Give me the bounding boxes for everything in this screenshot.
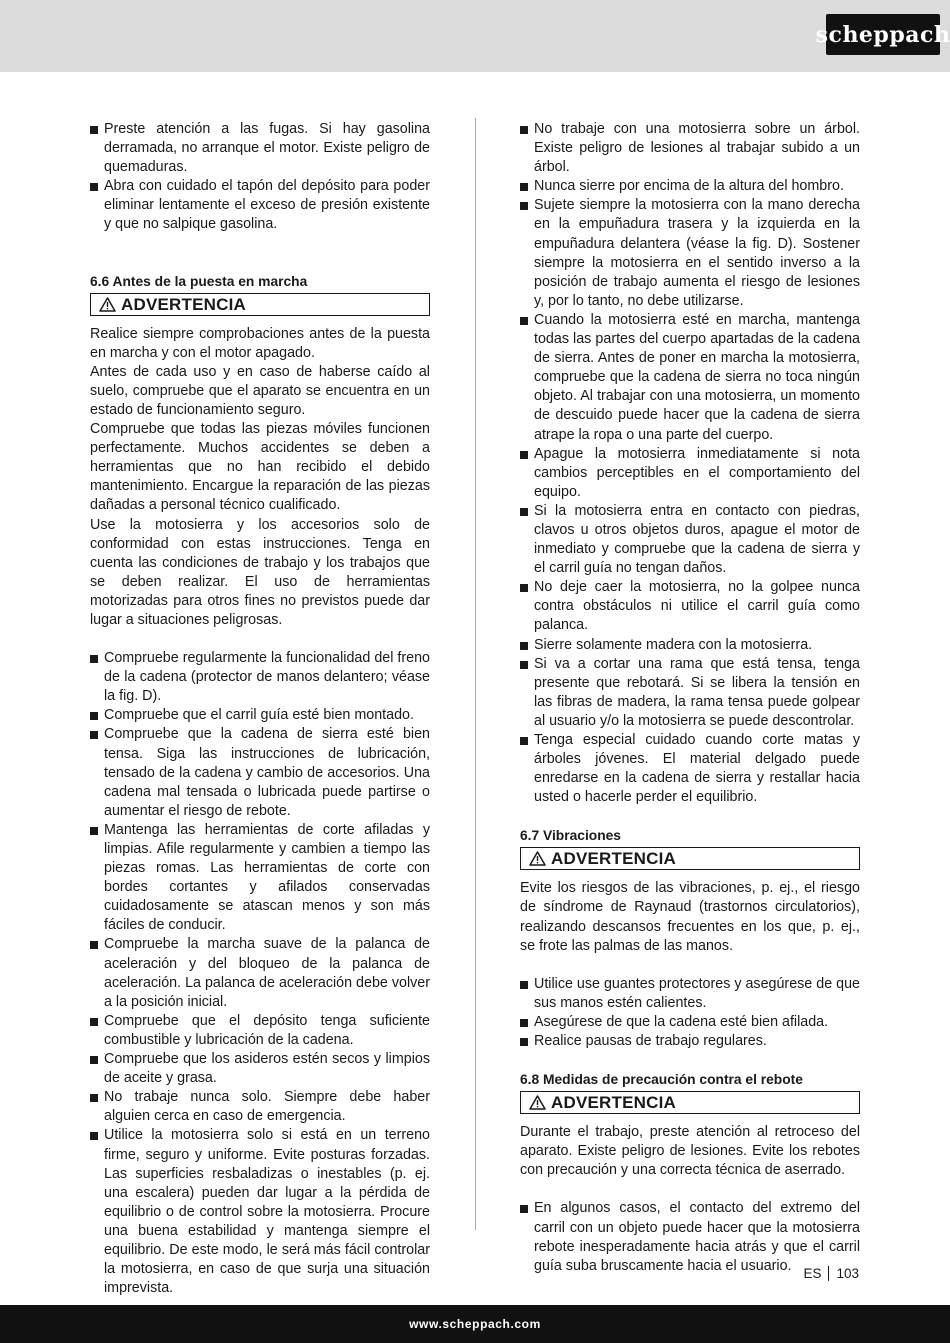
list-item: Compruebe regularmente la funcionalidad del freno de la cadena (protector de manos delantero; véase la fig. D). [90, 649, 430, 706]
list-item: Asegúrese de que la cadena esté bien afilada. [520, 1013, 860, 1032]
list-item: Tenga especial cuidado cuando corte matas y árboles jóvenes. El material delgado puede enredarse en la cadena de sierra y restallar hacia usted o hacerle perder el equilibrio. [520, 731, 860, 807]
list-item: No deje caer la motosierra, no la golpee nunca contra obstáculos ni utilice el carril guía como palanca. [520, 578, 860, 635]
paragraph: Durante el trabajo, preste atención al retroceso del aparato. Existe peligro de lesiones. Evite los rebotes con precaución y una correcta técnica de aserrado. [520, 1124, 860, 1179]
list-item: Utilice use guantes protectores y asegúrese de que sus manos estén calientes. [520, 975, 860, 1013]
warning-triangle-icon [529, 1095, 546, 1110]
list-item: Si la motosierra entra en contacto con piedras, clavos u otros objetos duros, apague el motor de inmediato y compruebe que la cadena de sierra y el carril guía no tengan daños. [520, 502, 860, 578]
section-heading-6-8: 6.8 Medidas de precaución contra el rebote [520, 1072, 803, 1088]
list-item: Mantenga las herramientas de corte afiladas y limpias. Afile regularmente y cambien a tiempo las piezas romas. Las herramientas de corte con bordes cortantes y afilados conservadas cuidadosamente se atascan menos y son más fáciles de conducir. [90, 821, 430, 936]
paragraph: Use la motosierra y los accesorios solo de conformidad con estas instrucciones. Tenga en cuenta las condiciones de trabajo y los trabajos que se deben realizar. El uso de herramientas motorizadas para otros fines no previstos puede dar lugar a situaciones peligrosas. [90, 516, 430, 628]
paragraph: Compruebe que todas las piezas móviles funcionen perfectamente. Muchos accidentes se deben a herramientas que no han recibido el debido mantenimiento. Encargue la reparación de las piezas dañadas a personal técnico cualificado. [90, 421, 430, 514]
column-divider [475, 118, 476, 1230]
list-item: Abra con cuidado el tapón del depósito para poder eliminar lentamente el exceso de presión existente y que no salpique gasolina. [90, 177, 430, 234]
list-item: No trabaje nunca solo. Siempre debe haber alguien cerca en caso de emergencia. [90, 1088, 430, 1126]
warning-box [520, 847, 860, 870]
paragraph: Realice siempre comprobaciones antes de la puesta en marcha y con el motor apagado. [90, 325, 430, 361]
list-item: No trabaje con una motosierra sobre un árbol. Existe peligro de lesiones al trabajar subido a un árbol. [520, 120, 860, 177]
list-item: Compruebe que los asideros estén secos y limpios de aceite y grasa. [90, 1050, 430, 1088]
list-item: En algunos casos, el contacto del extremo del carril con un objeto puede hacer que la motosierra rebote inesperadamente hacia atrás y que el carril guía suba bruscamente hacia el usuario. [520, 1199, 860, 1275]
page-language: ES [803, 1266, 822, 1281]
warning-label: ADVERTENCIA [551, 849, 676, 869]
brand-logo: scheppach [826, 14, 940, 55]
checklist-bullet-list [90, 649, 430, 1298]
kickback-bullet-list [520, 1199, 860, 1275]
warning-box [520, 1091, 860, 1114]
list-item: Sierre solamente madera con la motosierra. [520, 636, 860, 655]
warning-label: ADVERTENCIA [121, 294, 246, 314]
list-item: Nunca sierre por encima de la altura del hombro. [520, 177, 860, 196]
list-item: Sujete siempre la motosierra con la mano derecha en la empuñadura trasera y la izquierda en la empuñadura delantera (véase la fig. D). Sostener siempre la motosierra en el sentido inverso a la posición de trabajo aumenta el riesgo de lesiones y, por lo tanto, no debe utilizarse. [520, 196, 860, 311]
list-item: Cuando la motosierra esté en marcha, mantenga todas las partes del cuerpo apartadas de la cadena de sierra. Antes de poner en marcha la motosierra, compruebe que la cadena de sierra no toca ningún objeto. Al trabajar con una motosierra, un momento de descuido puede hacer que la cadena de sierra atrape la ropa o una parte del cuerpo. [520, 311, 860, 445]
warning-triangle-icon [529, 851, 546, 866]
vibration-bullet-list [520, 975, 860, 1051]
list-item: Preste atención a las fugas. Si hay gasolina derramada, no arranque el motor. Existe peligro de quemaduras. [90, 120, 430, 177]
header-bar [0, 0, 950, 72]
list-item: Utilice la motosierra solo si está en un terreno firme, seguro y uniforme. Evite posturas forzadas. Las superficies resbaladizas o inestables (p. ej. una escalera) pueden dar lugar a la pérdida de equilibrio o de control sobre la motosierra. Procure una buena estabilidad y mantenga siempre el equilibrio. De este modo, le será más fácil controlar la motosierra, en caso de que surja una situación imprevista. [90, 1126, 430, 1298]
list-item: Compruebe que el carril guía esté bien montado. [90, 706, 430, 725]
paragraph: Antes de cada uso y en caso de haberse caído al suelo, compruebe que el aparato se encuentra en un estado de funcionamiento seguro. [90, 363, 430, 418]
list-item: Compruebe que la cadena de sierra esté bien tensa. Siga las instrucciones de lubricación, tensado de la cadena y cambio de accesorios. Una cadena mal tensada o lubricada puede partirse o aumentar el riesgo de rebote. [90, 725, 430, 820]
section-heading-6-7: 6.7 Vibraciones [520, 828, 621, 844]
list-item: Compruebe que el depósito tenga suficiente combustible y lubricación de la cadena. [90, 1012, 430, 1050]
right-column [520, 120, 860, 1276]
warning-triangle-icon [99, 297, 116, 312]
page-number-value: 103 [836, 1266, 859, 1281]
list-item: Realice pausas de trabajo regulares. [520, 1032, 860, 1051]
footer-bar [0, 1305, 950, 1343]
intro-bullet-list [90, 120, 430, 235]
list-item: Compruebe la marcha suave de la palanca de aceleración y del bloqueo de la palanca de aceleración. La palanca de aceleración debe volver a la posición inicial. [90, 935, 430, 1011]
safety-bullet-list [520, 120, 860, 807]
section-heading-6-6: 6.6 Antes de la puesta en marcha [90, 273, 308, 289]
left-column [90, 120, 430, 1298]
footer-url[interactable]: www.scheppach.com [409, 1317, 541, 1331]
page-separator [828, 1266, 829, 1281]
warning-label: ADVERTENCIA [551, 1093, 676, 1113]
paragraph: Evite los riesgos de las vibraciones, p. ej., el riesgo de síndrome de Raynaud (trastornos circulatorios), realizando descansos frecuentes en los que, p. ej., se frote las palmas de las manos. [520, 880, 860, 954]
page-number [803, 1266, 859, 1281]
list-item: Apague la motosierra inmediatamente si nota cambios perceptibles en el comportamiento del equipo. [520, 445, 860, 502]
warning-box [90, 293, 430, 316]
list-item: Si va a cortar una rama que está tensa, tenga presente que rebotará. Si se libera la tensión en las fibras de madera, la rama tensa puede golpear al usuario y/o la motosierra se puede descontrolar. [520, 655, 860, 731]
